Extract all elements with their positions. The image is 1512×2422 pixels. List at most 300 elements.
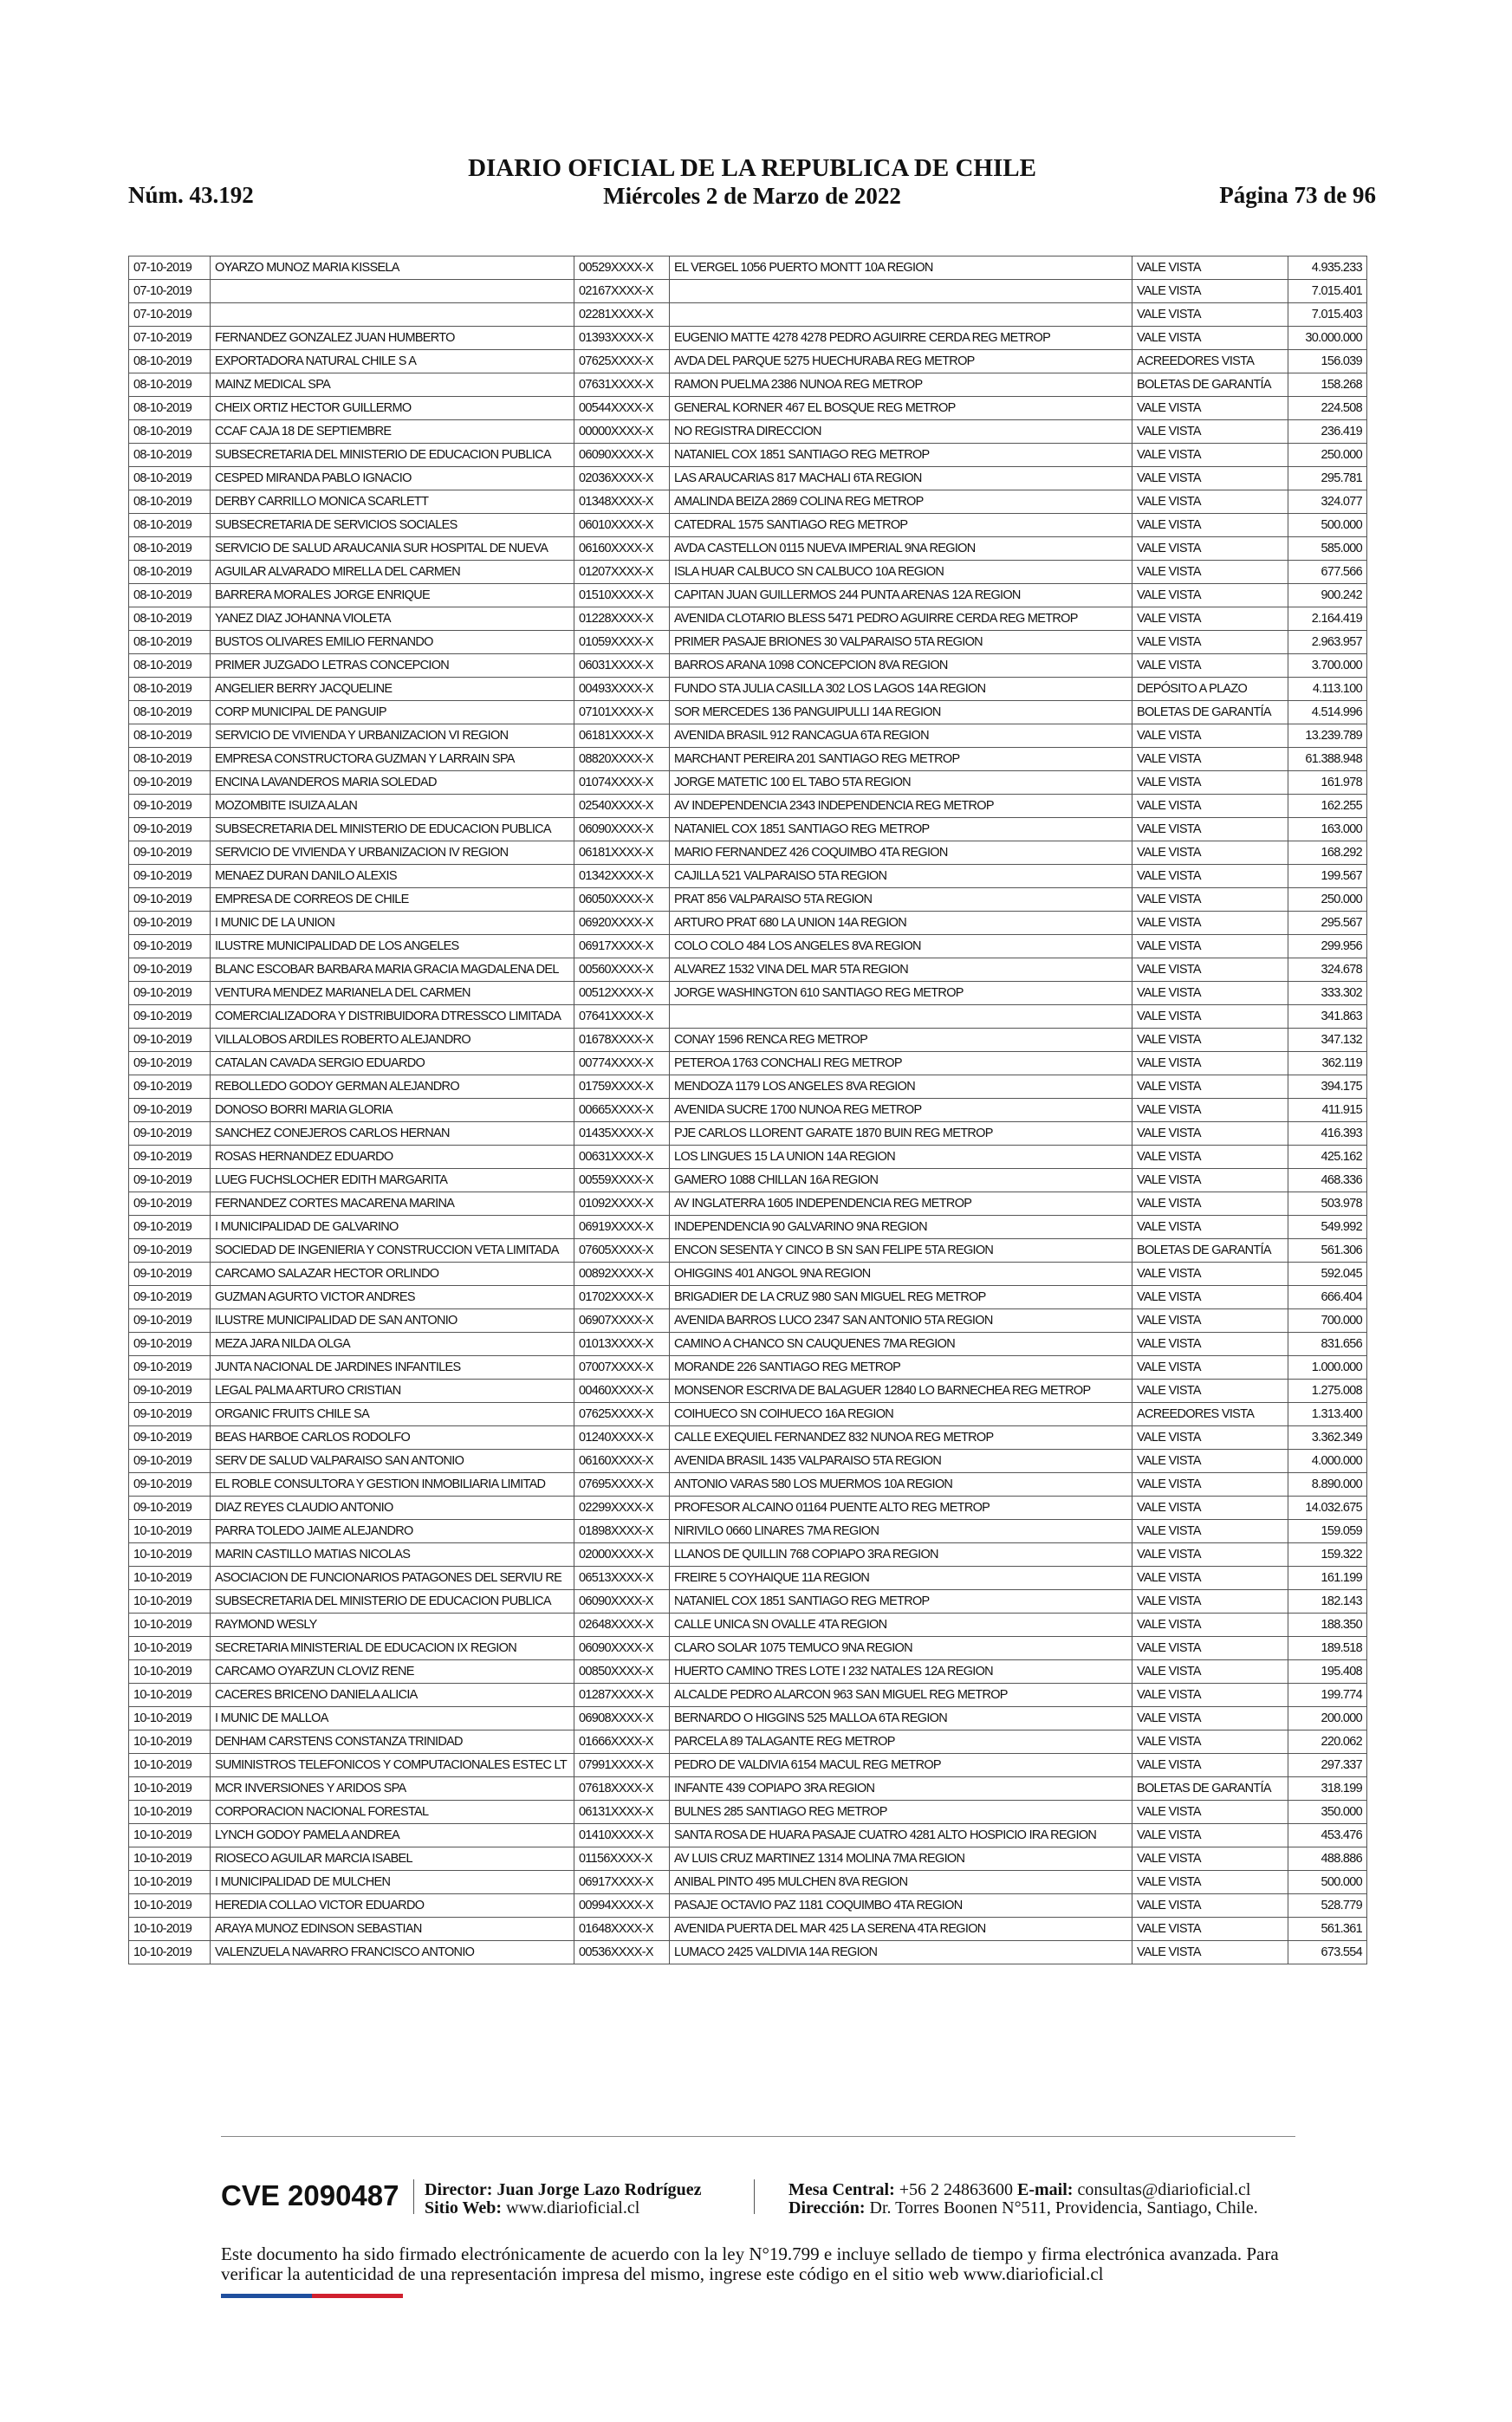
date-cell: 10-10-2019 (129, 1590, 211, 1614)
name-cell: I MUNIC DE LA UNION (211, 912, 574, 935)
table-row (129, 818, 1367, 841)
address-cell: GENERAL KORNER 467 EL BOSQUE REG METROP (670, 397, 1132, 420)
name-cell: DERBY CARRILLO MONICA SCARLETT (211, 490, 574, 514)
table-row (129, 467, 1367, 490)
rut-cell: 01342XXXX-X (574, 865, 670, 888)
amount-cell: 7.015.403 (1288, 303, 1367, 327)
amount-cell: 2.164.419 (1288, 607, 1367, 631)
name-cell: SECRETARIA MINISTERIAL DE EDUCACION IX REGION (211, 1637, 574, 1660)
rut-cell: 00560XXXX-X (574, 958, 670, 982)
rut-cell: 00460XXXX-X (574, 1380, 670, 1403)
address-cell: CONAY 1596 RENCA REG METROP (670, 1029, 1132, 1052)
instrument-cell: VALE VISTA (1132, 1333, 1288, 1356)
instrument-cell: VALE VISTA (1132, 1918, 1288, 1941)
table-row (129, 724, 1367, 748)
rut-cell: 01435XXXX-X (574, 1122, 670, 1146)
address-cell: COLO COLO 484 LOS ANGELES 8VA REGION (670, 935, 1132, 958)
rut-cell: 01393XXXX-X (574, 327, 670, 350)
rut-cell: 06090XXXX-X (574, 1590, 670, 1614)
amount-cell: 1.000.000 (1288, 1356, 1367, 1380)
table-row (129, 631, 1367, 654)
date-cell: 08-10-2019 (129, 467, 211, 490)
name-cell: CACERES BRICENO DANIELA ALICIA (211, 1684, 574, 1707)
date-cell: 09-10-2019 (129, 1263, 211, 1286)
amount-cell: 333.302 (1288, 982, 1367, 1005)
instrument-cell: VALE VISTA (1132, 1263, 1288, 1286)
instrument-cell: VALE VISTA (1132, 865, 1288, 888)
date-cell: 08-10-2019 (129, 701, 211, 724)
address-cell: NIRIVILO 0660 LINARES 7MA REGION (670, 1520, 1132, 1543)
name-cell: VILLALOBOS ARDILES ROBERTO ALEJANDRO (211, 1029, 574, 1052)
instrument-cell: VALE VISTA (1132, 1730, 1288, 1754)
date-cell: 09-10-2019 (129, 771, 211, 795)
date-cell: 09-10-2019 (129, 888, 211, 912)
instrument-cell: VALE VISTA (1132, 935, 1288, 958)
address-cell: BULNES 285 SANTIAGO REG METROP (670, 1801, 1132, 1824)
rut-cell: 00774XXXX-X (574, 1052, 670, 1075)
amount-cell: 411.915 (1288, 1099, 1367, 1122)
address-cell: CALLE UNICA SN OVALLE 4TA REGION (670, 1614, 1132, 1637)
table-row (129, 1497, 1367, 1520)
rut-cell: 01678XXXX-X (574, 1029, 670, 1052)
instrument-cell: VALE VISTA (1132, 795, 1288, 818)
instrument-cell: VALE VISTA (1132, 1684, 1288, 1707)
address-cell: LOS LINGUES 15 LA UNION 14A REGION (670, 1146, 1132, 1169)
instrument-cell: BOLETAS DE GARANTÍA (1132, 1777, 1288, 1801)
address-cell: ENCON SESENTA Y CINCO B SN SAN FELIPE 5TA REGION (670, 1239, 1132, 1263)
address-cell: PARCELA 89 TALAGANTE REG METROP (670, 1730, 1132, 1754)
address-cell: PETEROA 1763 CONCHALI REG METROP (670, 1052, 1132, 1075)
date-cell: 10-10-2019 (129, 1847, 211, 1871)
instrument-cell: VALE VISTA (1132, 982, 1288, 1005)
name-cell: I MUNICIPALIDAD DE GALVARINO (211, 1216, 574, 1239)
rut-cell: 01228XXXX-X (574, 607, 670, 631)
email-link[interactable]: consultas@diarioficial.cl (1077, 2180, 1251, 2199)
table-row (129, 1403, 1367, 1426)
amount-cell: 224.508 (1288, 397, 1367, 420)
date-cell: 09-10-2019 (129, 1075, 211, 1099)
address-cell: MONSENOR ESCRIVA DE BALAGUER 12840 LO BARNECHEA REG METROP (670, 1380, 1132, 1403)
rut-cell: 06181XXXX-X (574, 724, 670, 748)
name-cell: SERV DE SALUD VALPARAISO SAN ANTONIO (211, 1450, 574, 1473)
table-row (129, 1918, 1367, 1941)
name-cell: ENCINA LAVANDEROS MARIA SOLEDAD (211, 771, 574, 795)
table-row (129, 1777, 1367, 1801)
records-table (128, 256, 1367, 1964)
amount-cell: 199.774 (1288, 1684, 1367, 1707)
address-cell: AVENIDA CLOTARIO BLESS 5471 PEDRO AGUIRRE CERDA REG METROP (670, 607, 1132, 631)
name-cell: RAYMOND WESLY (211, 1614, 574, 1637)
table-row (129, 1567, 1367, 1590)
stripe-red (312, 2294, 403, 2298)
date-cell: 10-10-2019 (129, 1637, 211, 1660)
address-cell: ALVAREZ 1532 VINA DEL MAR 5TA REGION (670, 958, 1132, 982)
date-cell: 10-10-2019 (129, 1730, 211, 1754)
address-cell: MENDOZA 1179 LOS ANGELES 8VA REGION (670, 1075, 1132, 1099)
director-info (425, 2181, 702, 2217)
website-link[interactable]: www.diarioficial.cl (506, 2198, 640, 2217)
table-row (129, 1052, 1367, 1075)
date-cell: 09-10-2019 (129, 818, 211, 841)
name-cell: ARAYA MUNOZ EDINSON SEBASTIAN (211, 1918, 574, 1941)
instrument-cell: VALE VISTA (1132, 654, 1288, 678)
amount-cell: 220.062 (1288, 1730, 1367, 1754)
address-cell: ISLA HUAR CALBUCO SN CALBUCO 10A REGION (670, 561, 1132, 584)
name-cell: ROSAS HERNANDEZ EDUARDO (211, 1146, 574, 1169)
date-cell: 10-10-2019 (129, 1684, 211, 1707)
name-cell: SUMINISTROS TELEFONICOS Y COMPUTACIONALES ESTEC LT (211, 1754, 574, 1777)
address-cell: AV INGLATERRA 1605 INDEPENDENCIA REG METROP (670, 1192, 1132, 1216)
footer-divider (221, 2136, 1295, 2137)
address-cell (670, 303, 1132, 327)
name-cell: MEZA JARA NILDA OLGA (211, 1333, 574, 1356)
instrument-cell: VALE VISTA (1132, 1380, 1288, 1403)
date-cell: 10-10-2019 (129, 1520, 211, 1543)
table-row (129, 280, 1367, 303)
instrument-cell: VALE VISTA (1132, 1450, 1288, 1473)
amount-cell: 163.000 (1288, 818, 1367, 841)
table-row (129, 1309, 1367, 1333)
instrument-cell: VALE VISTA (1132, 1497, 1288, 1520)
address-cell: AVENIDA BRASIL 912 RANCAGUA 6TA REGION (670, 724, 1132, 748)
table-row (129, 537, 1367, 561)
address-cell: FUNDO STA JULIA CASILLA 302 LOS LAGOS 14A REGION (670, 678, 1132, 701)
instrument-cell: VALE VISTA (1132, 1029, 1288, 1052)
instrument-cell: VALE VISTA (1132, 1941, 1288, 1964)
name-cell: EXPORTADORA NATURAL CHILE S A (211, 350, 574, 373)
name-cell: COMERCIALIZADORA Y DISTRIBUIDORA DTRESSCO LIMITADA (211, 1005, 574, 1029)
name-cell: SANCHEZ CONEJEROS CARLOS HERNAN (211, 1122, 574, 1146)
amount-cell: 561.306 (1288, 1239, 1367, 1263)
rut-cell: 07007XXXX-X (574, 1356, 670, 1380)
instrument-cell: VALE VISTA (1132, 420, 1288, 444)
name-cell: FERNANDEZ CORTES MACARENA MARINA (211, 1192, 574, 1216)
address-cell: SOR MERCEDES 136 PANGUIPULLI 14A REGION (670, 701, 1132, 724)
name-cell: DENHAM CARSTENS CONSTANZA TRINIDAD (211, 1730, 574, 1754)
rut-cell: 06908XXXX-X (574, 1707, 670, 1730)
amount-cell: 156.039 (1288, 350, 1367, 373)
date-cell: 08-10-2019 (129, 490, 211, 514)
instrument-cell: VALE VISTA (1132, 1169, 1288, 1192)
amount-cell: 350.000 (1288, 1801, 1367, 1824)
address-cell: PRAT 856 VALPARAISO 5TA REGION (670, 888, 1132, 912)
date-cell: 08-10-2019 (129, 397, 211, 420)
instrument-cell: VALE VISTA (1132, 1801, 1288, 1824)
rut-cell: 07618XXXX-X (574, 1777, 670, 1801)
rut-cell: 07101XXXX-X (574, 701, 670, 724)
date-cell: 09-10-2019 (129, 1497, 211, 1520)
table-row (129, 1824, 1367, 1847)
table-row (129, 912, 1367, 935)
amount-cell: 362.119 (1288, 1052, 1367, 1075)
name-cell: ANGELIER BERRY JACQUELINE (211, 678, 574, 701)
rut-cell: 00665XXXX-X (574, 1099, 670, 1122)
address-cell: BRIGADIER DE LA CRUZ 980 SAN MIGUEL REG METROP (670, 1286, 1132, 1309)
table-row (129, 654, 1367, 678)
date-cell: 09-10-2019 (129, 1426, 211, 1450)
rut-cell: 06090XXXX-X (574, 818, 670, 841)
instrument-cell: VALE VISTA (1132, 888, 1288, 912)
name-cell: HEREDIA COLLAO VICTOR EDUARDO (211, 1894, 574, 1918)
instrument-cell: VALE VISTA (1132, 1614, 1288, 1637)
date-cell: 08-10-2019 (129, 444, 211, 467)
amount-cell: 61.388.948 (1288, 748, 1367, 771)
address-cell (670, 280, 1132, 303)
rut-cell: 06181XXXX-X (574, 841, 670, 865)
rut-cell: 01410XXXX-X (574, 1824, 670, 1847)
table-row (129, 678, 1367, 701)
rut-cell: 01207XXXX-X (574, 561, 670, 584)
table-row (129, 1754, 1367, 1777)
address-cell: NATANIEL COX 1851 SANTIAGO REG METROP (670, 444, 1132, 467)
amount-cell: 592.045 (1288, 1263, 1367, 1286)
instrument-cell: VALE VISTA (1132, 327, 1288, 350)
name-cell: AGUILAR ALVARADO MIRELLA DEL CARMEN (211, 561, 574, 584)
amount-cell: 195.408 (1288, 1660, 1367, 1684)
instrument-cell: VALE VISTA (1132, 303, 1288, 327)
table-row (129, 514, 1367, 537)
date-cell: 09-10-2019 (129, 1473, 211, 1497)
table-row (129, 373, 1367, 397)
address-cell: INDEPENDENCIA 90 GALVARINO 9NA REGION (670, 1216, 1132, 1239)
name-cell: SERVICIO DE VIVIENDA Y URBANIZACION VI REGION (211, 724, 574, 748)
address-cell: NO REGISTRA DIRECCION (670, 420, 1132, 444)
table-row (129, 888, 1367, 912)
rut-cell: 02167XXXX-X (574, 280, 670, 303)
amount-cell: 161.978 (1288, 771, 1367, 795)
name-cell: CHEIX ORTIZ HECTOR GUILLERMO (211, 397, 574, 420)
date-cell: 08-10-2019 (129, 514, 211, 537)
table-row (129, 1380, 1367, 1403)
table-row (129, 1450, 1367, 1473)
date-cell: 10-10-2019 (129, 1543, 211, 1567)
date-cell: 08-10-2019 (129, 420, 211, 444)
address-cell: PRIMER PASAJE BRIONES 30 VALPARAISO 5TA REGION (670, 631, 1132, 654)
instrument-cell: VALE VISTA (1132, 912, 1288, 935)
instrument-cell: VALE VISTA (1132, 561, 1288, 584)
address-cell: LAS ARAUCARIAS 817 MACHALI 6TA REGION (670, 467, 1132, 490)
address-cell: AMALINDA BEIZA 2869 COLINA REG METROP (670, 490, 1132, 514)
table-row (129, 1707, 1367, 1730)
date-cell: 07-10-2019 (129, 327, 211, 350)
instrument-cell: DEPÓSITO A PLAZO (1132, 678, 1288, 701)
date-cell: 09-10-2019 (129, 935, 211, 958)
instrument-cell: VALE VISTA (1132, 397, 1288, 420)
instrument-cell: VALE VISTA (1132, 1637, 1288, 1660)
address-cell: ALCALDE PEDRO ALARCON 963 SAN MIGUEL REG METROP (670, 1684, 1132, 1707)
date-cell: 09-10-2019 (129, 982, 211, 1005)
instrument-cell: VALE VISTA (1132, 514, 1288, 537)
name-cell: SUBSECRETARIA DE SERVICIOS SOCIALES (211, 514, 574, 537)
amount-cell: 324.678 (1288, 958, 1367, 982)
rut-cell: 01759XXXX-X (574, 1075, 670, 1099)
rut-cell: 06050XXXX-X (574, 888, 670, 912)
table-row (129, 303, 1367, 327)
instrument-cell: VALE VISTA (1132, 444, 1288, 467)
address-cell: AVDA DEL PARQUE 5275 HUECHURABA REG METROP (670, 350, 1132, 373)
address-cell: AV LUIS CRUZ MARTINEZ 1314 MOLINA 7MA REGION (670, 1847, 1132, 1871)
table-row (129, 490, 1367, 514)
rut-cell: 06907XXXX-X (574, 1309, 670, 1333)
table-row (129, 1660, 1367, 1684)
contact-info (788, 2181, 1258, 2217)
rut-cell: 06917XXXX-X (574, 1871, 670, 1894)
table-row (129, 1894, 1367, 1918)
name-cell: VENTURA MENDEZ MARIANELA DEL CARMEN (211, 982, 574, 1005)
rut-cell: 01666XXXX-X (574, 1730, 670, 1754)
address-cell: EL VERGEL 1056 PUERTO MONTT 10A REGION (670, 256, 1132, 280)
address-cell: SANTA ROSA DE HUARA PASAJE CUATRO 4281 ALTO HOSPICIO IRA REGION (670, 1824, 1132, 1847)
rut-cell: 07625XXXX-X (574, 1403, 670, 1426)
name-cell: MOZOMBITE ISUIZA ALAN (211, 795, 574, 818)
amount-cell: 318.199 (1288, 1777, 1367, 1801)
rut-cell: 01648XXXX-X (574, 1918, 670, 1941)
date-cell: 07-10-2019 (129, 280, 211, 303)
amount-cell: 250.000 (1288, 444, 1367, 467)
rut-cell: 01898XXXX-X (574, 1520, 670, 1543)
stripe-blue (221, 2294, 312, 2298)
address-cell: CATEDRAL 1575 SANTIAGO REG METROP (670, 514, 1132, 537)
table-row (129, 444, 1367, 467)
amount-cell: 7.015.401 (1288, 280, 1367, 303)
instrument-cell: VALE VISTA (1132, 1005, 1288, 1029)
website-label: Sitio Web: (425, 2198, 503, 2217)
instrument-cell: VALE VISTA (1132, 1356, 1288, 1380)
amount-cell: 297.337 (1288, 1754, 1367, 1777)
amount-cell: 500.000 (1288, 1871, 1367, 1894)
date-cell: 10-10-2019 (129, 1707, 211, 1730)
publication-title (128, 156, 1376, 208)
amount-cell: 162.255 (1288, 795, 1367, 818)
instrument-cell: VALE VISTA (1132, 280, 1288, 303)
instrument-cell: VALE VISTA (1132, 1052, 1288, 1075)
rut-cell: 01240XXXX-X (574, 1426, 670, 1450)
instrument-cell: VALE VISTA (1132, 256, 1288, 280)
name-cell: SUBSECRETARIA DEL MINISTERIO DE EDUCACION PUBLICA (211, 444, 574, 467)
page-number: Página 73 de 96 (1219, 182, 1376, 208)
name-cell: EMPRESA DE CORREOS DE CHILE (211, 888, 574, 912)
name-cell: CARCAMO OYARZUN CLOVIZ RENE (211, 1660, 574, 1684)
table-row (129, 982, 1367, 1005)
table-row (129, 1192, 1367, 1216)
amount-cell: 468.336 (1288, 1169, 1367, 1192)
address-cell: CAMINO A CHANCO SN CAUQUENES 7MA REGION (670, 1333, 1132, 1356)
rut-cell: 06010XXXX-X (574, 514, 670, 537)
amount-cell: 158.268 (1288, 373, 1367, 397)
footer-separator (754, 2179, 755, 2214)
address-cell: PROFESOR ALCAINO 01164 PUENTE ALTO REG METROP (670, 1497, 1132, 1520)
issue-number: Núm. 43.192 (128, 182, 254, 208)
date-cell: 07-10-2019 (129, 303, 211, 327)
date-cell: 08-10-2019 (129, 748, 211, 771)
amount-cell: 453.476 (1288, 1824, 1367, 1847)
amount-cell: 236.419 (1288, 420, 1367, 444)
amount-cell: 3.362.349 (1288, 1426, 1367, 1450)
name-cell: JUNTA NACIONAL DE JARDINES INFANTILES (211, 1356, 574, 1380)
date-cell: 09-10-2019 (129, 1380, 211, 1403)
address-cell: PASAJE OCTAVIO PAZ 1181 COQUIMBO 4TA REGION (670, 1894, 1132, 1918)
name-cell: ORGANIC FRUITS CHILE SA (211, 1403, 574, 1426)
date-cell: 09-10-2019 (129, 1286, 211, 1309)
date-cell: 09-10-2019 (129, 1169, 211, 1192)
date-cell: 10-10-2019 (129, 1871, 211, 1894)
amount-cell: 4.113.100 (1288, 678, 1367, 701)
date-cell: 09-10-2019 (129, 1216, 211, 1239)
name-cell: ILUSTRE MUNICIPALIDAD DE LOS ANGELES (211, 935, 574, 958)
name-cell: CATALAN CAVADA SERGIO EDUARDO (211, 1052, 574, 1075)
amount-cell: 700.000 (1288, 1309, 1367, 1333)
address-cell: BARROS ARANA 1098 CONCEPCION 8VA REGION (670, 654, 1132, 678)
amount-cell: 188.350 (1288, 1614, 1367, 1637)
amount-cell: 425.162 (1288, 1146, 1367, 1169)
rut-cell: 01348XXXX-X (574, 490, 670, 514)
name-cell: REBOLLEDO GODOY GERMAN ALEJANDRO (211, 1075, 574, 1099)
address-label: Dirección: (788, 2198, 866, 2217)
address-cell: AV INDEPENDENCIA 2343 INDEPENDENCIA REG METROP (670, 795, 1132, 818)
address-cell: FREIRE 5 COYHAIQUE 11A REGION (670, 1567, 1132, 1590)
amount-cell: 2.963.957 (1288, 631, 1367, 654)
date-cell: 09-10-2019 (129, 865, 211, 888)
table-row (129, 1356, 1367, 1380)
rut-cell: 00493XXXX-X (574, 678, 670, 701)
name-cell: BUSTOS OLIVARES EMILIO FERNANDO (211, 631, 574, 654)
date-cell: 09-10-2019 (129, 1309, 211, 1333)
name-cell: VALENZUELA NAVARRO FRANCISCO ANTONIO (211, 1941, 574, 1964)
address-cell: MORANDE 226 SANTIAGO REG METROP (670, 1356, 1132, 1380)
rut-cell: 00559XXXX-X (574, 1169, 670, 1192)
table-row (129, 1730, 1367, 1754)
table-row (129, 327, 1367, 350)
address-cell: AVDA CASTELLON 0115 NUEVA IMPERIAL 9NA REGION (670, 537, 1132, 561)
instrument-cell: VALE VISTA (1132, 1216, 1288, 1239)
instrument-cell: VALE VISTA (1132, 607, 1288, 631)
table-row (129, 1029, 1367, 1052)
date-cell: 10-10-2019 (129, 1660, 211, 1684)
table-row (129, 1684, 1367, 1707)
name-cell: I MUNIC DE MALLOA (211, 1707, 574, 1730)
cve-code: CVE 2090487 (221, 2179, 399, 2211)
name-cell: ASOCIACION DE FUNCIONARIOS PATAGONES DEL SERVIU RE (211, 1567, 574, 1590)
address-cell: LLANOS DE QUILLIN 768 COPIAPO 3RA REGION (670, 1543, 1132, 1567)
rut-cell: 06131XXXX-X (574, 1801, 670, 1824)
table-row (129, 1239, 1367, 1263)
rut-cell: 02299XXXX-X (574, 1497, 670, 1520)
address-cell: GAMERO 1088 CHILLAN 16A REGION (670, 1169, 1132, 1192)
rut-cell: 01287XXXX-X (574, 1684, 670, 1707)
address-cell: PJE CARLOS LLORENT GARATE 1870 BUIN REG METROP (670, 1122, 1132, 1146)
amount-cell: 4.000.000 (1288, 1450, 1367, 1473)
table-row (129, 1941, 1367, 1964)
address-cell: COIHUECO SN COIHUECO 16A REGION (670, 1403, 1132, 1426)
name-cell (211, 303, 574, 327)
name-cell: SUBSECRETARIA DEL MINISTERIO DE EDUCACION PUBLICA (211, 1590, 574, 1614)
date-cell: 09-10-2019 (129, 1099, 211, 1122)
rut-cell: 07631XXXX-X (574, 373, 670, 397)
name-cell: MCR INVERSIONES Y ARIDOS SPA (211, 1777, 574, 1801)
address-cell: JORGE WASHINGTON 610 SANTIAGO REG METROP (670, 982, 1132, 1005)
amount-cell: 666.404 (1288, 1286, 1367, 1309)
date-cell: 08-10-2019 (129, 724, 211, 748)
name-cell: LYNCH GODOY PAMELA ANDREA (211, 1824, 574, 1847)
rut-cell: 07641XXXX-X (574, 1005, 670, 1029)
name-cell: CESPED MIRANDA PABLO IGNACIO (211, 467, 574, 490)
date-cell: 10-10-2019 (129, 1824, 211, 1847)
address-cell: CAJILLA 521 VALPARAISO 5TA REGION (670, 865, 1132, 888)
instrument-cell: VALE VISTA (1132, 537, 1288, 561)
amount-cell: 295.781 (1288, 467, 1367, 490)
table-row (129, 1075, 1367, 1099)
legal-notice: Este documento ha sido firmado electrónicamente de acuerdo con la ley N°19.799 e incluye sellado de tiempo y firma electrónica avanzada. Para verificar la autenticidad de una representación impresa del mismo, ingrese este código en el sitio web www.diarioficial.cl (221, 2243, 1279, 2284)
